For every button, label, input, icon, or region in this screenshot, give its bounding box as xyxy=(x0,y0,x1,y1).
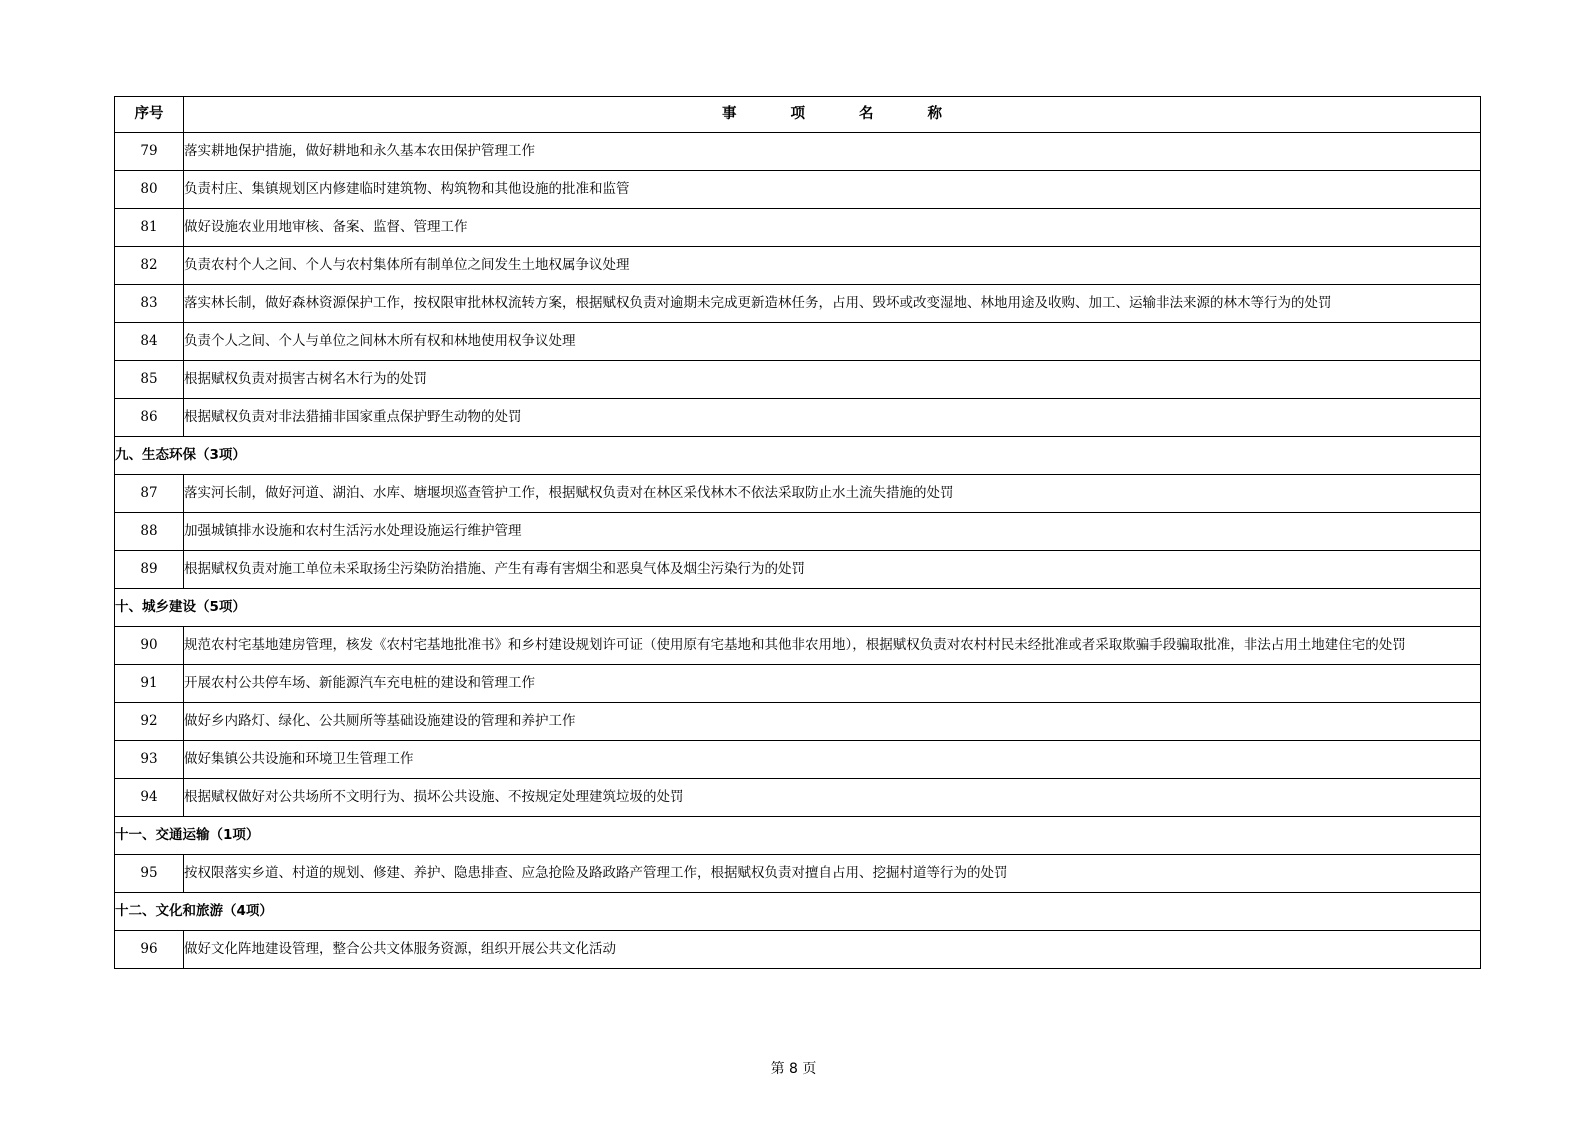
row-item-name: 做好文化阵地建设管理，整合公共文体服务资源，组织开展公共文化活动 xyxy=(184,931,1481,969)
section-row xyxy=(115,589,1481,627)
table-row xyxy=(115,741,1481,779)
table-row xyxy=(115,285,1481,323)
section-row xyxy=(115,437,1481,475)
header-serial-number: 序号 xyxy=(115,97,184,133)
row-item-name: 负责村庄、集镇规划区内修建临时建筑物、构筑物和其他设施的批准和监管 xyxy=(184,171,1481,209)
table-header-row xyxy=(115,97,1481,133)
row-serial-number: 85 xyxy=(115,361,184,399)
table-row xyxy=(115,475,1481,513)
section-title: 九、生态环保（3项） xyxy=(115,437,1481,475)
row-item-name: 负责个人之间、个人与单位之间林木所有权和林地使用权争议处理 xyxy=(184,323,1481,361)
row-item-name: 做好乡内路灯、绿化、公共厕所等基础设施建设的管理和养护工作 xyxy=(184,703,1481,741)
row-item-name: 加强城镇排水设施和农村生活污水处理设施运行维护管理 xyxy=(184,513,1481,551)
table-row xyxy=(115,209,1481,247)
row-item-name: 落实耕地保护措施，做好耕地和永久基本农田保护管理工作 xyxy=(184,133,1481,171)
table-row xyxy=(115,399,1481,437)
row-serial-number: 83 xyxy=(115,285,184,323)
row-item-name: 规范农村宅基地建房管理，核发《农村宅基地批准书》和乡村建设规划许可证（使用原有宅基地和其他非农用地），根据赋权负责对农村村民未经批准或者采取欺骗手段骗取批准，非法占用土地建住宅的处罚 xyxy=(184,627,1481,665)
section-title: 十、城乡建设（5项） xyxy=(115,589,1481,627)
table-row xyxy=(115,665,1481,703)
header-item-name xyxy=(184,97,1481,133)
page-number: 第 8 页 xyxy=(770,1061,817,1077)
table-row xyxy=(115,627,1481,665)
table-row xyxy=(115,779,1481,817)
section-title: 十一、交通运输（1项） xyxy=(115,817,1481,855)
row-serial-number: 96 xyxy=(115,931,184,969)
row-serial-number: 86 xyxy=(115,399,184,437)
row-serial-number: 89 xyxy=(115,551,184,589)
row-item-name: 落实林长制，做好森林资源保护工作，按权限审批林权流转方案，根据赋权负责对逾期未完成更新造林任务，占用、毁坏或改变湿地、林地用途及收购、加工、运输非法来源的林木等行为的处罚 xyxy=(184,285,1481,323)
row-serial-number: 93 xyxy=(115,741,184,779)
section-row xyxy=(115,817,1481,855)
row-item-name: 负责农村个人之间、个人与农村集体所有制单位之间发生土地权属争议处理 xyxy=(184,247,1481,285)
row-item-name: 开展农村公共停车场、新能源汽车充电桩的建设和管理工作 xyxy=(184,665,1481,703)
row-item-name: 根据赋权负责对损害古树名木行为的处罚 xyxy=(184,361,1481,399)
header-item-name-char: 项 xyxy=(790,106,805,122)
row-serial-number: 90 xyxy=(115,627,184,665)
row-item-name: 按权限落实乡道、村道的规划、修建、养护、隐患排查、应急抢险及路政路产管理工作，根据赋权负责对擅自占用、挖掘村道等行为的处罚 xyxy=(184,855,1481,893)
row-item-name: 根据赋权负责对施工单位未采取扬尘污染防治措施、产生有毒有害烟尘和恶臭气体及烟尘污染行为的处罚 xyxy=(184,551,1481,589)
table-row xyxy=(115,247,1481,285)
row-serial-number: 84 xyxy=(115,323,184,361)
row-serial-number: 95 xyxy=(115,855,184,893)
table-body xyxy=(115,133,1481,969)
table-row xyxy=(115,361,1481,399)
row-serial-number: 91 xyxy=(115,665,184,703)
header-item-name-char: 称 xyxy=(927,106,942,122)
row-serial-number: 94 xyxy=(115,779,184,817)
row-item-name: 根据赋权做好对公共场所不文明行为、损坏公共设施、不按规定处理建筑垃圾的处罚 xyxy=(184,779,1481,817)
header-item-name-char: 事 xyxy=(722,106,737,122)
table-row xyxy=(115,133,1481,171)
table-row xyxy=(115,323,1481,361)
section-title: 十二、文化和旅游（4项） xyxy=(115,893,1481,931)
section-row xyxy=(115,893,1481,931)
items-table xyxy=(114,96,1481,969)
header-item-name-char: 名 xyxy=(859,106,874,122)
row-serial-number: 88 xyxy=(115,513,184,551)
row-serial-number: 92 xyxy=(115,703,184,741)
table-row xyxy=(115,855,1481,893)
table-row xyxy=(115,171,1481,209)
table-row xyxy=(115,703,1481,741)
row-serial-number: 81 xyxy=(115,209,184,247)
table-row xyxy=(115,513,1481,551)
row-serial-number: 87 xyxy=(115,475,184,513)
row-item-name: 做好设施农业用地审核、备案、监督、管理工作 xyxy=(184,209,1481,247)
row-item-name: 落实河长制，做好河道、湖泊、水库、塘堰坝巡查管护工作，根据赋权负责对在林区采伐林木不依法采取防止水土流失措施的处罚 xyxy=(184,475,1481,513)
table-row xyxy=(115,551,1481,589)
row-serial-number: 80 xyxy=(115,171,184,209)
row-item-name: 做好集镇公共设施和环境卫生管理工作 xyxy=(184,741,1481,779)
row-serial-number: 79 xyxy=(115,133,184,171)
row-item-name: 根据赋权负责对非法猎捕非国家重点保护野生动物的处罚 xyxy=(184,399,1481,437)
table-row xyxy=(115,931,1481,969)
row-serial-number: 82 xyxy=(115,247,184,285)
